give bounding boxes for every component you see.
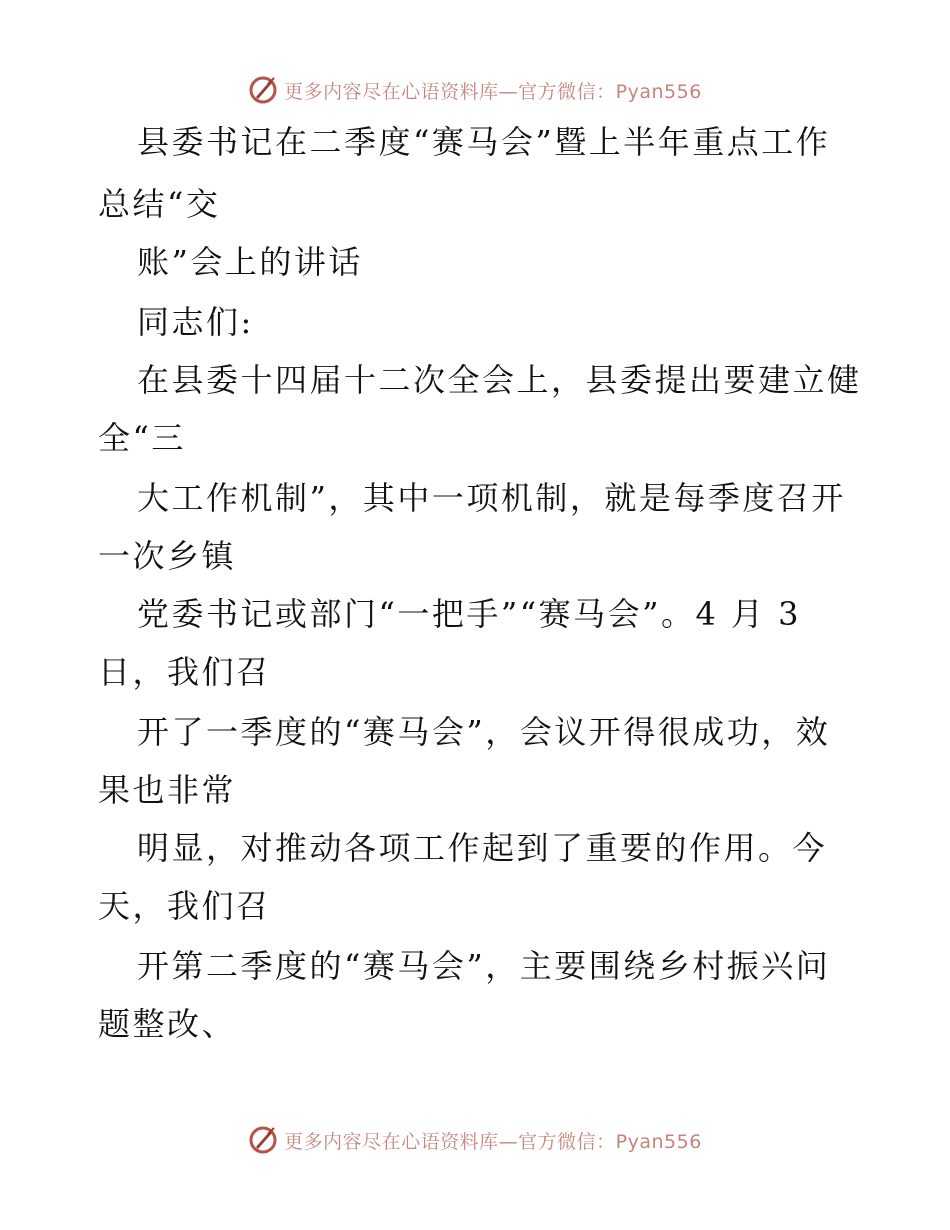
text-line: 在县委十四届十二次全会上，县委提出要建立健 [137,361,862,399]
text-line: 明显，对推动各项工作起到了重要的作用。今 [137,829,828,867]
text-line: 题整改、 [98,1005,237,1043]
header-watermark [0,72,950,108]
footer-watermark [0,1122,950,1158]
text-line: 日，我们召 [98,653,271,691]
text-line: 县委书记在二季度“赛马会”暨上半年重点工作 [137,123,831,161]
quill-pen-logo-icon [248,1125,278,1155]
text-line: 总结“交 [98,185,221,223]
footer-watermark-text: 更多内容尽在心语资料库—官方微信：Pyan556 [284,1130,702,1153]
text-line: 天，我们召 [98,887,271,925]
text-line: 账”会上的讲话 [137,243,363,281]
text-line: 党委书记或部门“一把手”“赛马会”。4 月 3 [137,595,802,633]
text-line: 一次乡镇 [98,537,237,575]
text-line: 果也非常 [98,771,237,809]
text-line: 开第二季度的“赛马会”，主要围绕乡村振兴问 [137,947,831,985]
text-line: 同志们: [137,303,254,341]
header-watermark-text: 更多内容尽在心语资料库—官方微信：Pyan556 [284,80,702,103]
text-line: 大工作机制”，其中一项机制，就是每季度召开 [137,479,846,517]
text-line: 全“三 [98,419,186,457]
text-line: 开了一季度的“赛马会”，会议开得很成功，效 [137,713,831,751]
quill-pen-logo-icon [248,75,278,105]
